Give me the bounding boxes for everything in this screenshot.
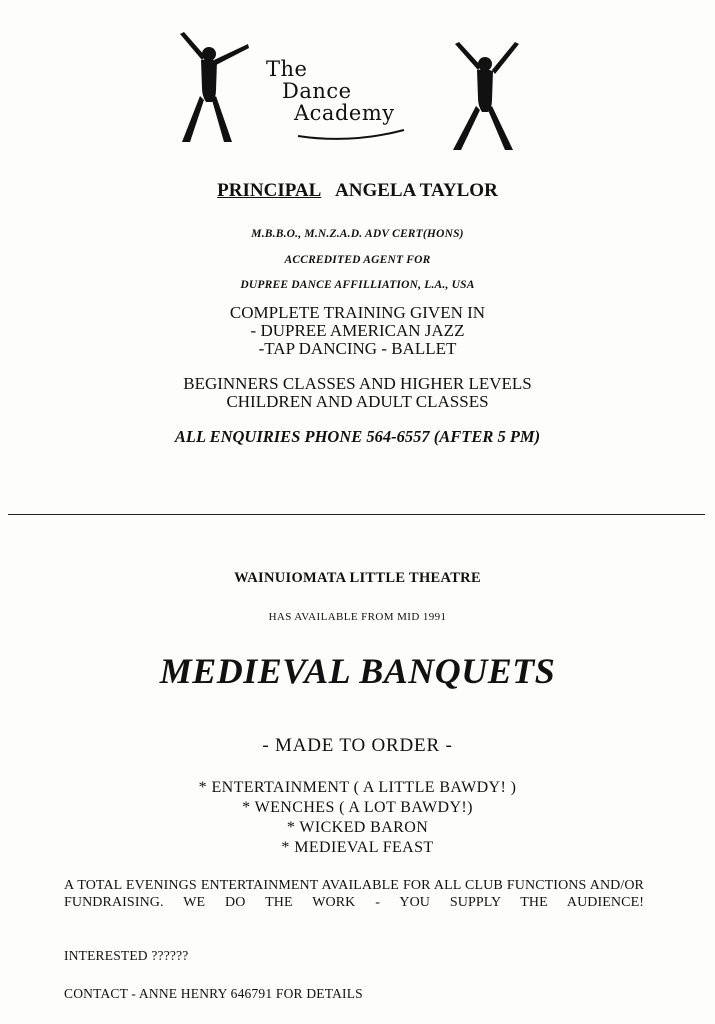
feature-baron: * WICKED BARON: [286, 819, 429, 836]
theatre-name: WAINUIOMATA LITTLE THEATRE: [234, 570, 481, 586]
training-title: COMPLETE TRAINING GIVEN IN: [229, 303, 486, 322]
dancer-left-icon: [172, 30, 252, 150]
logo-swash-icon: [296, 126, 406, 142]
logo-line-dance: Dance: [282, 79, 352, 103]
principal-name: ANGELA TAYLOR: [335, 180, 498, 201]
training-tap-ballet: -TAP DANCING - BALLET: [258, 339, 457, 358]
feature-entertainment: * ENTERTAINMENT ( A LITTLE BAWDY! ): [198, 779, 517, 796]
interested-line: INTERESTED ??????: [64, 948, 189, 963]
logo-line-academy: Academy: [294, 101, 395, 125]
dancer-right-icon: [447, 38, 527, 158]
contact-line: CONTACT - ANNE HENRY 646791 FOR DETAILS: [64, 986, 363, 1001]
classes-levels: BEGINNERS CLASSES AND HIGHER LEVELS: [183, 374, 532, 393]
logo-line-the: The: [266, 57, 308, 81]
dance-academy-logo: [258, 58, 418, 148]
section-divider: [8, 514, 705, 515]
affiliation: DUPREE DANCE AFFILLIATION, L.A., USA: [240, 279, 475, 291]
made-to-order: - MADE TO ORDER -: [262, 735, 453, 756]
accredited-agent: ACCREDITED AGENT FOR: [284, 254, 431, 266]
feature-feast: * MEDIEVAL FEAST: [281, 839, 434, 856]
enquiries-phone: ALL ENQUIRIES PHONE 564-6557 (AFTER 5 PM): [174, 427, 541, 446]
headline: MEDIEVAL BANQUETS: [159, 651, 556, 691]
qualifications: M.B.B.O., M.N.Z.A.D. ADV CERT(HONS): [251, 228, 464, 240]
principal-label: PRINCIPAL: [217, 180, 322, 201]
description-paragraph: A TOTAL EVENINGS ENTERTAINMENT AVAILABLE FOR ALL CLUB FUNCTIONS AND/OR FUNDRAISING. WE DO THE WORK - YOU SUPPLY THE AUDIENCE!: [64, 878, 644, 910]
training-jazz: - DUPREE AMERICAN JAZZ: [250, 321, 465, 340]
classes-ages: CHILDREN AND ADULT CLASSES: [226, 392, 489, 411]
principal-line: [0, 180, 715, 202]
availability: HAS AVAILABLE FROM MID 1991: [268, 611, 447, 623]
feature-wenches: * WENCHES ( A LOT BAWDY!): [242, 799, 473, 816]
